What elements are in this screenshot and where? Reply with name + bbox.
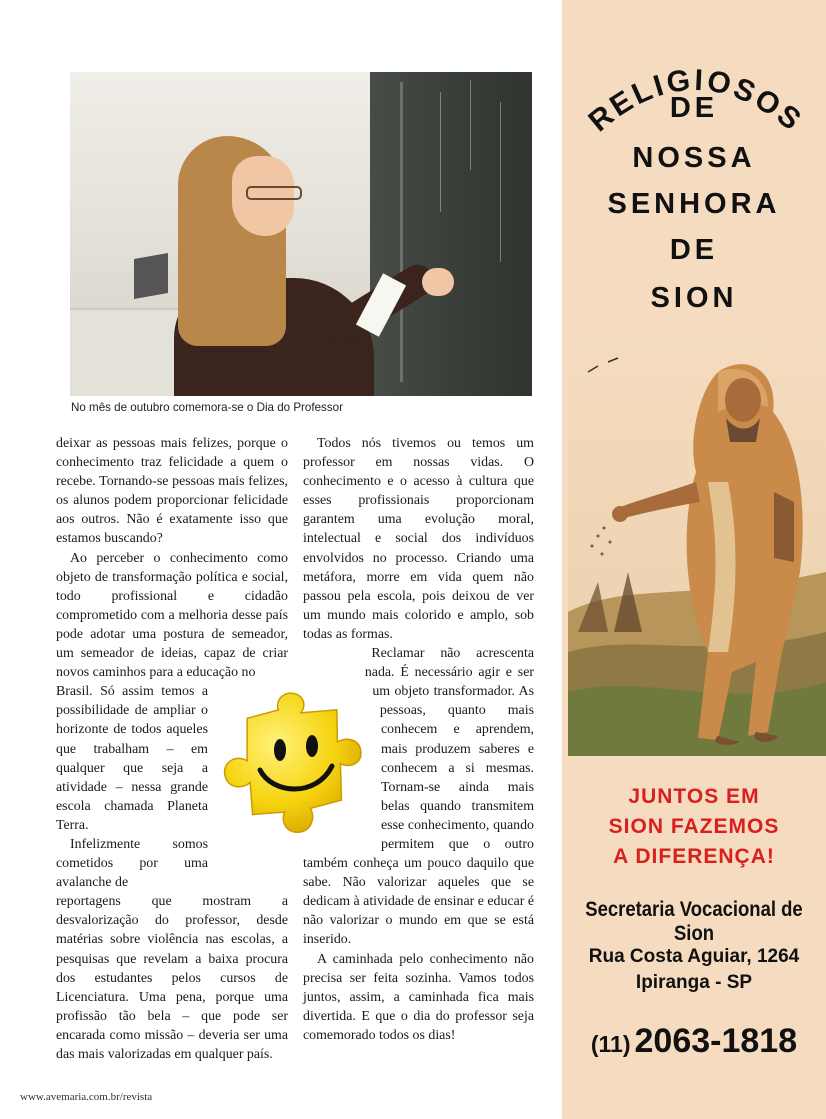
paragraph: A caminhada pelo conhecimento não precisa ser feita sozinha. Vamos todos juntos, assim, a caminhada fica mais divertida. E que o dia do professor seja comemorado todos os dias! xyxy=(303,951,534,1043)
phone-area-code: (11) xyxy=(590,1031,631,1057)
title-arc xyxy=(562,30,826,150)
footer-url: www.avemaria.com.br/revista xyxy=(20,1091,153,1103)
slogan xyxy=(562,782,826,872)
sion-advertisement xyxy=(562,0,826,1119)
address xyxy=(562,944,826,996)
slogan-line: SION FAZEMOS xyxy=(608,815,780,838)
wrap-spacer xyxy=(303,682,381,842)
paragraph: Reclamar não acrescenta nada. É necessário agir e ser um objeto transformador. As pessoas, quanto mais conhecem e aprendem, mais produzem saberes e conhecem a si mesmas. Tornam-se ainda mais belas quando transmitem esse conhecimento, quando permitem que o outro também conheça um pouco daquilo que sabe. Não valorizar aqueles que se dedicam à atividade de ensinar e educar é não valorizar o mundo em que se está inserido. xyxy=(303,646,534,948)
article-column-2 xyxy=(303,434,534,1045)
title-line: DE xyxy=(669,92,719,124)
phone xyxy=(562,1022,826,1061)
paragraph: reportagens que mostram a desvalorização do professor, desde matérias sobre violência nas escolas, a pesquisas que revelam a baixa procura dos estudantes pelos cursos de Licenciatura. Uma pena, porque uma profissão tão bela – que pode ser encarada como missão – deveria ser uma das mais valorizadas em qualquer país. xyxy=(56,894,288,1062)
sower-illustration xyxy=(568,332,826,756)
paragraph: deixar as pessoas mais felizes, porque o conhecimento traz felicidade a quem o recebe. Tornando-se pessoas mais felizes, os alunos podem proporcionar felicidade aos outros. Não é exatamente isso que estamos buscando? xyxy=(56,436,288,547)
address-line: Rua Costa Aguiar, 1264 xyxy=(588,946,800,967)
slogan-line: A DIFERENÇA! xyxy=(613,845,775,868)
paragraph: Brasil. Só assim temos a possibilidade de ampliar o horizonte de todos aqueles que trabalham – em qualquer que seja a atividade – nessa grande escola chamada Planeta Terra. xyxy=(56,684,208,833)
title-line: DE xyxy=(669,234,719,266)
title-line: SION xyxy=(650,282,738,314)
phone-number: 2063-1818 xyxy=(634,1022,798,1060)
computer-monitor xyxy=(134,253,168,299)
paragraph: Infelizmente somos cometidos por uma avalanche de xyxy=(56,836,208,891)
paragraph: Todos nós tivemos ou temos um professor em nossas vidas. O conhecimento e o acesso à cultura que esses profissionais proporcionam garantem uma evolução moral, intelectual e social dos indivíduos envolvidos no processo. Criando uma metáfora, morre em vida quem não passou pela escola, pois deixou de ver um mundo mais colorido e amplo, sob todas as formas. xyxy=(303,436,534,642)
photo-caption: No mês de outubro comemora-se o Dia do Professor xyxy=(71,401,343,414)
chalk-line xyxy=(500,102,501,262)
teacher-photo xyxy=(70,72,532,396)
chalk-line xyxy=(440,92,441,212)
title-line: NOSSA xyxy=(632,142,756,174)
title-religiosos: RELIGIOSOS xyxy=(582,63,810,139)
title-line: SENHORA xyxy=(607,188,781,220)
chalkboard-frame xyxy=(400,82,403,382)
glasses xyxy=(246,186,302,200)
chalk-line xyxy=(470,80,471,170)
teacher-hand xyxy=(422,268,454,296)
chalkboard xyxy=(370,72,532,396)
paragraph: Ao perceber o conhecimento como objeto de transformação política e social, todo profissional e cidadão comprometido com a melhoria desse país pode adotar uma postura de semeador, um semeador de ideias, capaz de criar novos caminhos para a educação no xyxy=(56,550,288,681)
slogan-line: JUNTOS EM xyxy=(628,785,760,808)
secretaria-title: Secretaria Vocacional de Sion xyxy=(585,898,803,945)
address-line: Ipiranga - SP xyxy=(635,972,753,993)
